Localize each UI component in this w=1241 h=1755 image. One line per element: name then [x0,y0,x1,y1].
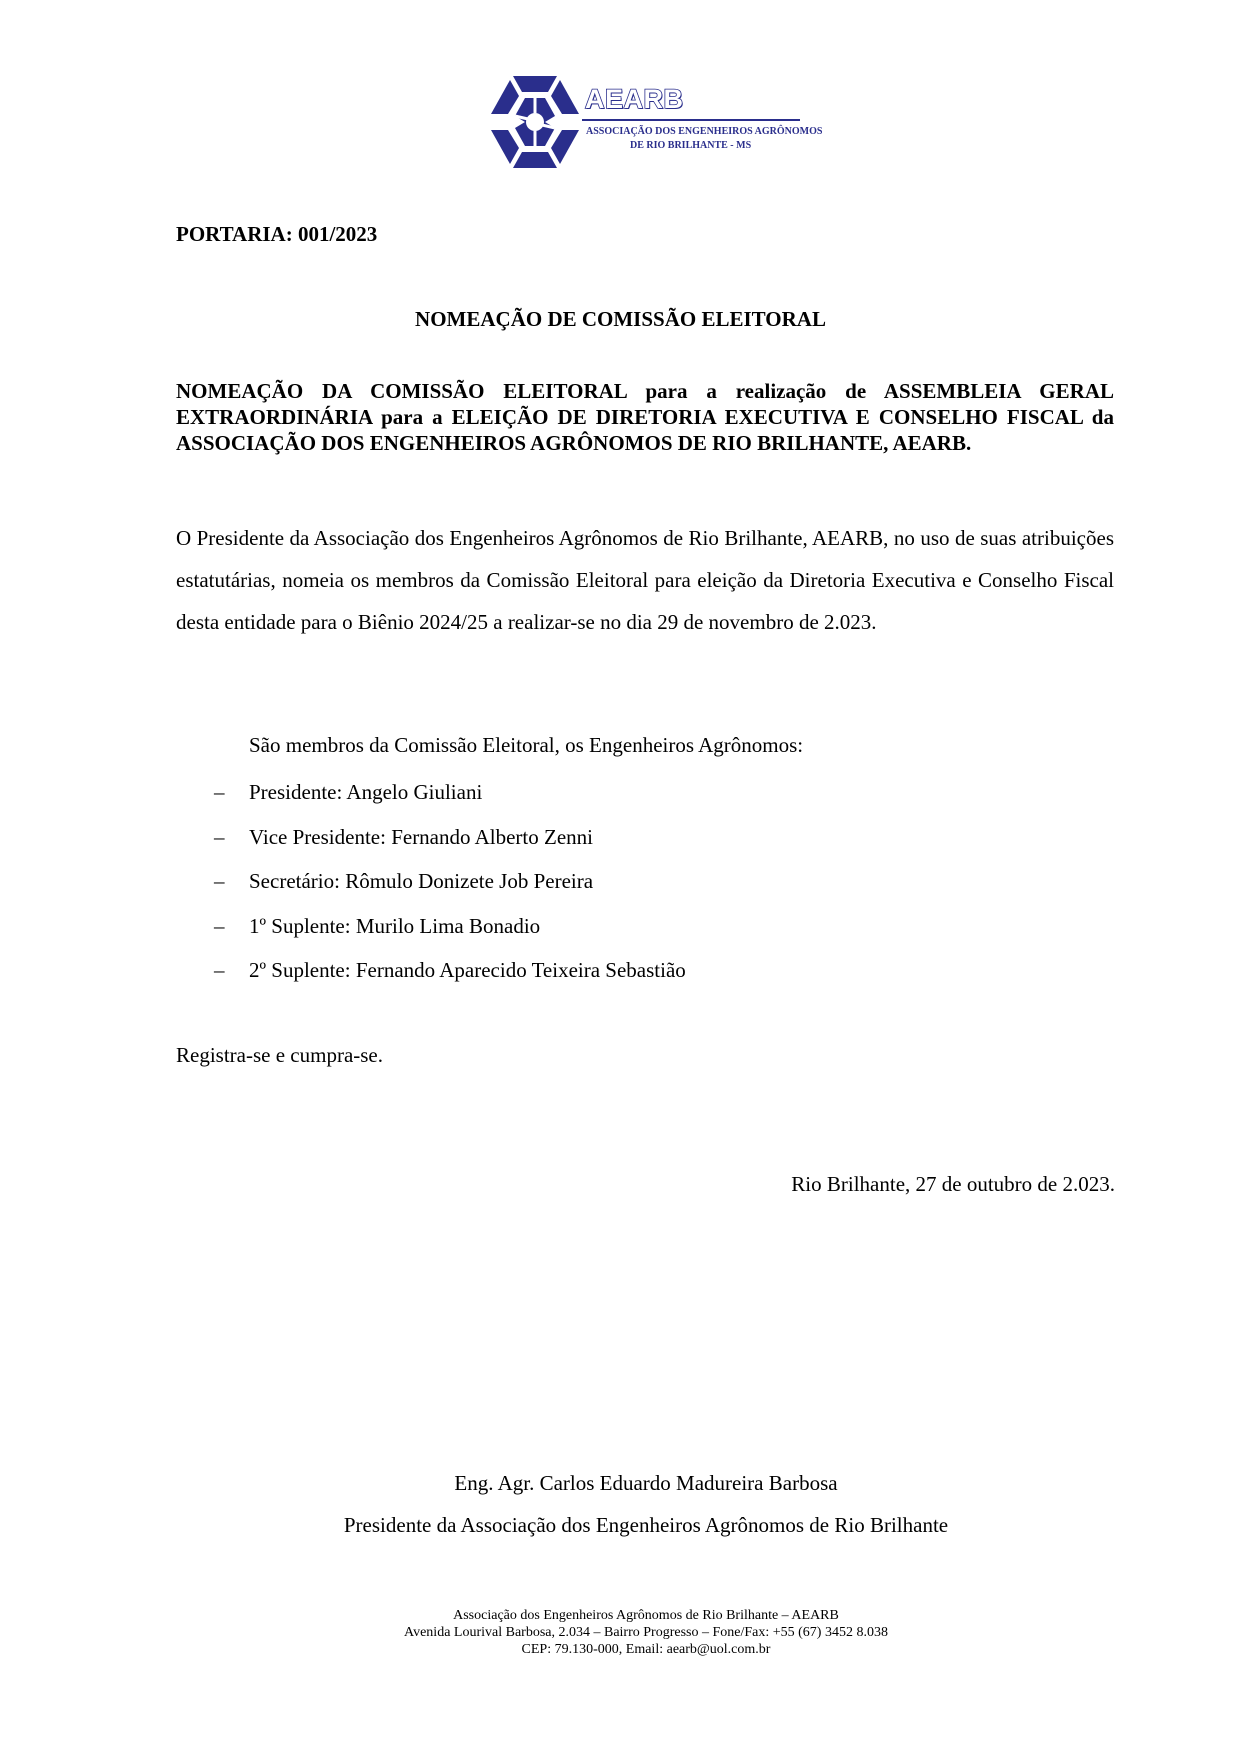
member-text: 2º Suplente: Fernando Aparecido Teixeira Sebastião [249,958,686,982]
list-item [176,777,686,822]
dash-bullet: – [214,958,225,982]
list-item [176,955,686,1000]
list-item [176,822,686,867]
dash-bullet: – [214,824,225,849]
ementa-paragraph: NOMEAÇÃO DA COMISSÃO ELEITORAL para a realização de ASSEMBLEIA GERAL EXTRAORDINÁRIA para a ELEIÇÃO DE DIRETORIA EXECUTIVA E CONSELHO FISCAL da ASSOCIAÇÃO DOS ENGENHEIROS AGRÔNOMOS DE RIO BRILHANTE, AEARB. [176,379,1114,455]
closing-text: Registra-se e cumpra-se. [176,1043,383,1067]
logo-subtitle-line1: ASSOCIAÇÃO DOS ENGENHEIROS AGRÔNOMOS [586,126,823,137]
members-list [176,777,686,1000]
logo-rule [582,119,800,121]
footer-line2: Avenida Lourival Barbosa, 2.034 – Bairro Progresso – Fone/Fax: +55 (67) 3452 8.038 [404,1625,888,1640]
dash-bullet: – [214,780,225,804]
member-text: Secretário: Rômulo Donizete Job Pereira [249,869,594,893]
member-text: 1º Suplente: Murilo Lima Bonadio [249,913,541,938]
document-title: NOMEAÇÃO DE COMISSÃO ELEITORAL [415,307,826,331]
logo-brand-text: AEARB [585,84,684,114]
list-item [176,911,686,956]
dash-bullet: – [214,869,225,893]
member-text: Presidente: Angelo Giuliani [249,780,483,804]
list-item [176,866,686,911]
logo-subtitle-line2: DE RIO BRILHANTE - MS [630,140,752,151]
portaria-number: PORTARIA: 001/2023 [176,222,378,246]
signatory-name: Eng. Agr. Carlos Eduardo Madureira Barbosa [454,1471,838,1495]
footer-line1: Associação dos Engenheiros Agrônomos de Rio Brilhante – AEARB [453,1608,839,1623]
dash-bullet: – [214,913,225,938]
place-date: Rio Brilhante, 27 de outubro de 2.023. [791,1172,1115,1196]
member-text: Vice Presidente: Fernando Alberto Zenni [249,824,593,849]
hexagon-emblem-icon [490,74,580,170]
footer-line3: CEP: 79.130-000, Email: aearb@uol.com.br [521,1642,771,1657]
members-intro: São membros da Comissão Eleitoral, os Engenheiros Agrônomos: [249,733,804,757]
signatory-role: Presidente da Associação dos Engenheiros Agrônomos de Rio Brilhante [343,1513,949,1537]
body-paragraph: O Presidente da Associação dos Engenheiros Agrônomos de Rio Brilhante, AEARB, no uso de suas atribuições estatutárias, nomeia os membros da Comissão Eleitoral para eleição da Diretoria Executiva e Conselho Fiscal desta entidade para o Biênio 2024/25 a realizar-se no dia 29 de novembro de 2.023. [176,526,1114,634]
page-footer [0,1607,1241,1658]
aearb-logo [490,74,823,170]
